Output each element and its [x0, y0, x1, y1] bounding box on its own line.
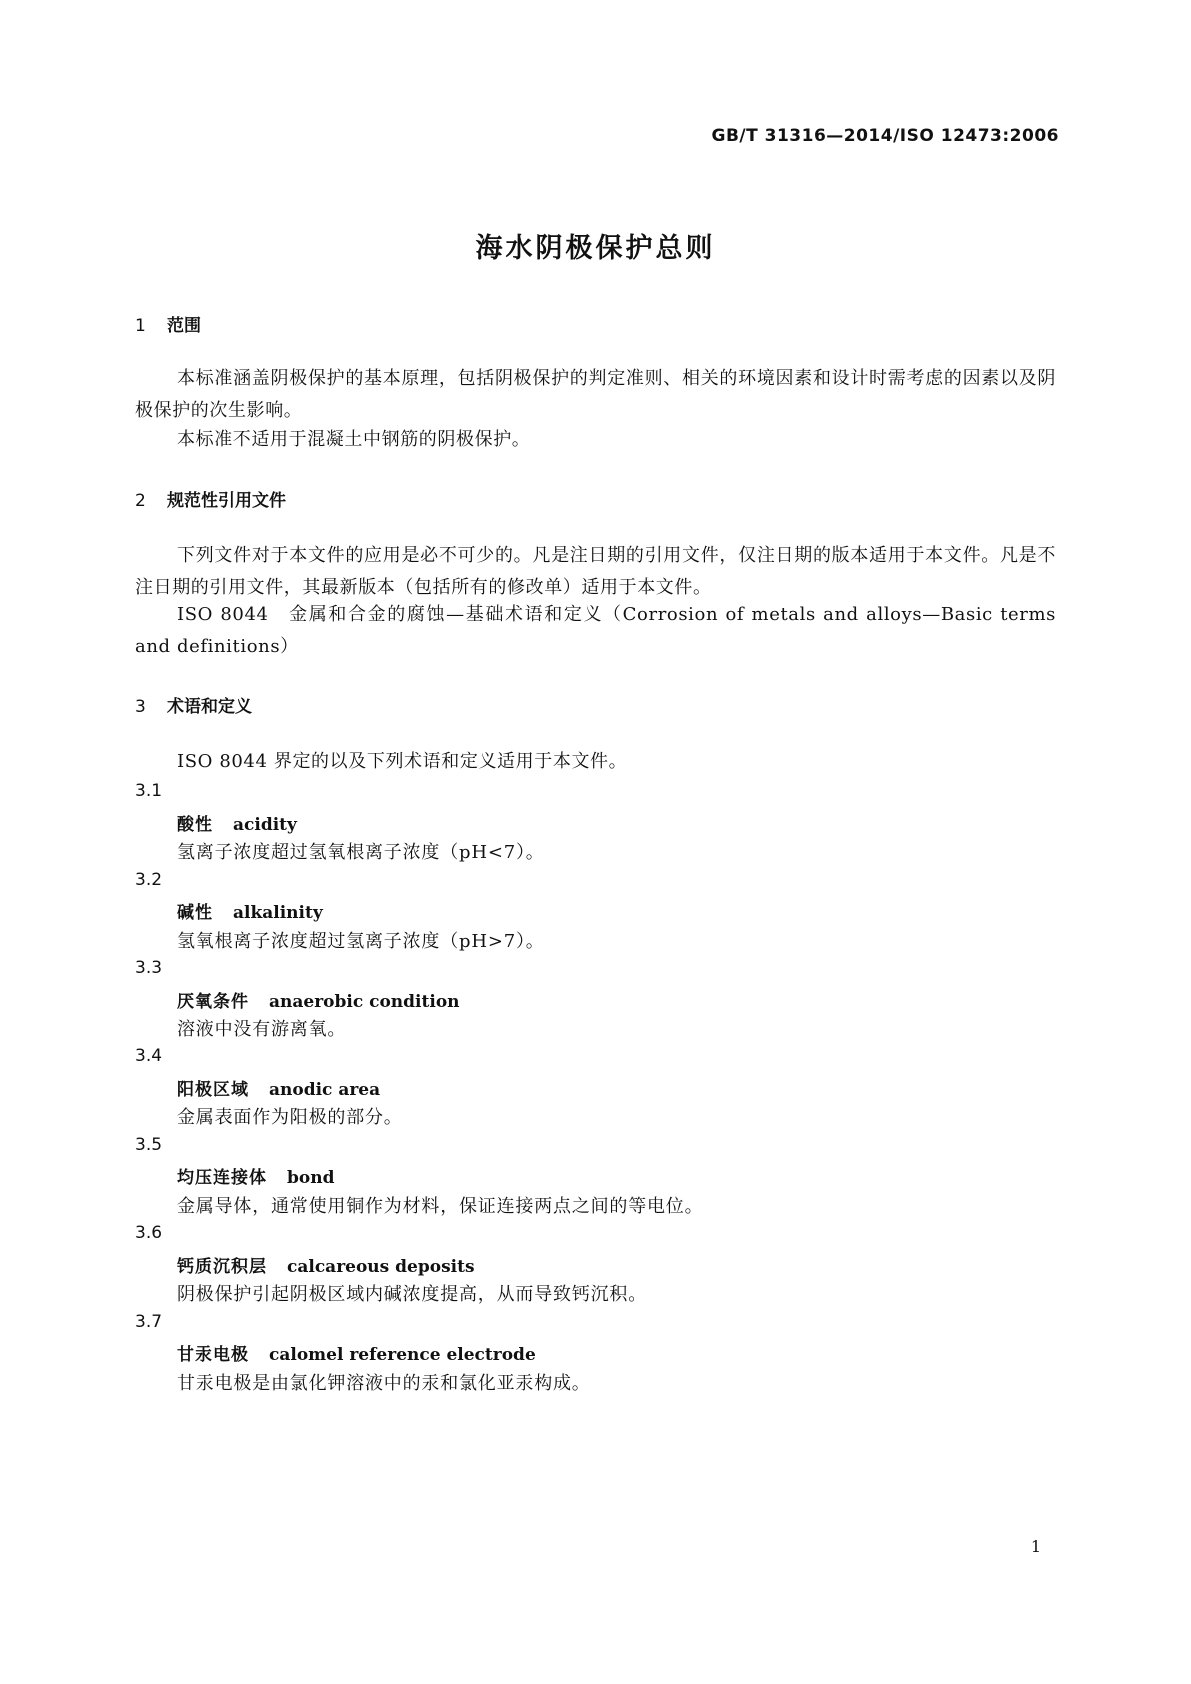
paragraph: 本标准不适用于混凝土中钢筋的阴极保护。 [177, 429, 531, 450]
standard-code: GB/T 31316—2014/ISO 12473:2006 [711, 126, 1059, 146]
term-name-en: anaerobic condition [269, 992, 460, 1012]
term-name [177, 1075, 380, 1100]
section-title: 范围 [167, 316, 201, 336]
term-name-en: acidity [233, 815, 297, 835]
section-title: 术语和定义 [167, 697, 252, 717]
page-number: 1 [1030, 1537, 1041, 1556]
term-name [177, 1252, 475, 1277]
term-name-en: alkalinity [233, 903, 323, 923]
term-name-zh: 均压连接体 [177, 1168, 267, 1188]
section-heading [135, 692, 252, 717]
term-number: 3.2 [135, 870, 163, 890]
paragraph: 本标准涵盖阴极保护的基本原理，包括阴极保护的判定准则、相关的环境因素和设计时需考虑的因素以及阴极保护的次生影响。 [135, 368, 1056, 421]
reference-entry: ISO 8044 金属和合金的腐蚀—基础术语和定义（Corrosion of metals and alloys—Basic terms and definitions） [135, 604, 1056, 657]
section-number: 3 [135, 697, 146, 717]
paragraph: ISO 8044 界定的以及下列术语和定义适用于本文件。 [177, 751, 628, 772]
term-name-zh: 钙质沉积层 [177, 1257, 267, 1277]
term-number: 3.5 [135, 1135, 163, 1155]
term-number: 3.7 [135, 1312, 163, 1332]
term-definition: 溶液中没有游离氧。 [177, 1019, 347, 1040]
term-definition: 阴极保护引起阴极区域内碱浓度提高，从而导致钙沉积。 [177, 1284, 647, 1305]
term-name [177, 987, 460, 1012]
term-name-zh: 甘汞电极 [177, 1345, 249, 1365]
section-heading [135, 486, 286, 511]
term-number: 3.3 [135, 958, 163, 978]
term-number: 3.4 [135, 1046, 163, 1066]
term-name-en: bond [287, 1168, 335, 1188]
term-name-en: anodic area [269, 1080, 381, 1100]
term-definition: 氢离子浓度超过氢氧根离子浓度（pH<7）。 [177, 842, 545, 863]
term-name-zh: 碱性 [177, 903, 213, 923]
term-number: 3.6 [135, 1223, 163, 1243]
document-title: 海水阴极保护总则 [475, 233, 716, 264]
term-name-zh: 阳极区域 [177, 1080, 249, 1100]
term-definition: 金属导体，通常使用铜作为材料，保证连接两点之间的等电位。 [177, 1196, 704, 1217]
term-name-zh: 厌氧条件 [177, 992, 249, 1012]
section-number: 2 [135, 491, 146, 511]
term-name-en: calcareous deposits [287, 1257, 475, 1277]
term-name [177, 898, 323, 923]
term-definition: 甘汞电极是由氯化钾溶液中的汞和氯化亚汞构成。 [177, 1373, 591, 1394]
section-heading [135, 311, 201, 336]
section-title: 规范性引用文件 [167, 491, 286, 511]
term-name [177, 810, 297, 835]
term-name [177, 1340, 536, 1365]
term-name [177, 1163, 334, 1188]
term-number: 3.1 [135, 781, 163, 801]
section-number: 1 [135, 316, 146, 336]
term-name-en: calomel reference electrode [269, 1345, 536, 1365]
term-definition: 氢氧根离子浓度超过氢离子浓度（pH>7）。 [177, 931, 545, 952]
paragraph: 下列文件对于本文件的应用是必不可少的。凡是注日期的引用文件，仅注日期的版本适用于本文件。凡是不注日期的引用文件，其最新版本（包括所有的修改单）适用于本文件。 [135, 545, 1056, 598]
term-definition: 金属表面作为阳极的部分。 [177, 1107, 403, 1128]
term-name-zh: 酸性 [177, 815, 213, 835]
